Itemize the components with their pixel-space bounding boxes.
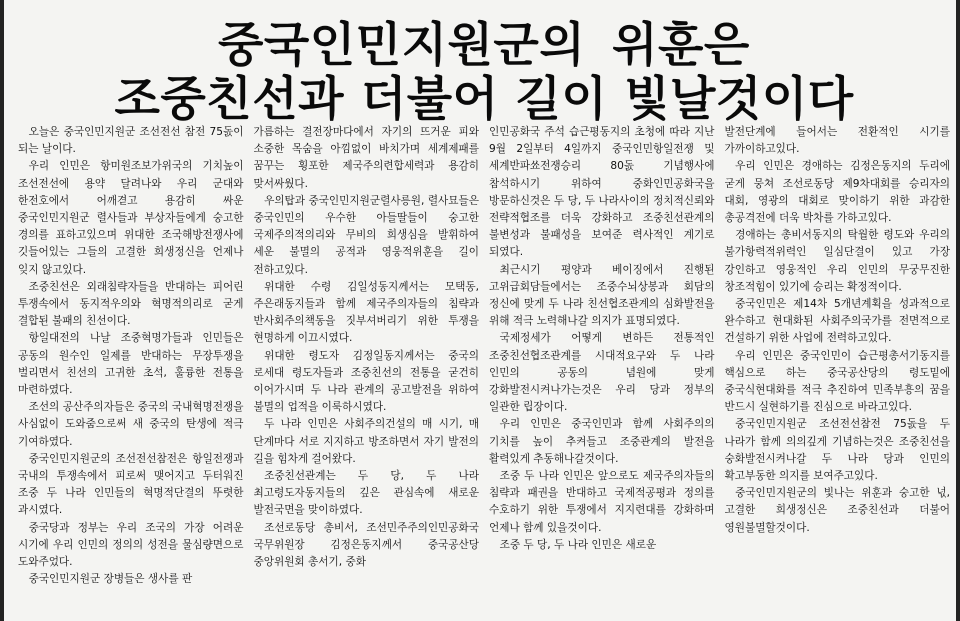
paragraph: 국제정세가 어떻게 변하든 전통적인 조중친선협조관계를 시대적요구와 두 나라 인민의 공동의 념원에 맞게 강화발전시켜나가는것은 우리 당과 정부의 일관한 립장이다. xyxy=(489,332,715,414)
paragraph: 우리 인민은 항미원조보가위국의 기치높이 조선전선에 용약 달려나와 우리 군대와 한전호에서 어깨겯고 용감히 싸운 중국인민지원군 렬사들과 부상자들에게 숭고한 경의를 표하고있으며 위대한 조국해방전쟁사에 깃들어있는 그들의 고결한 희생정신을 언제나 잊지 않고있다. xyxy=(18,160,244,276)
paragraph: 중국인민지원군 조선전선참전 75돐을 두 나라가 함께 의의깊게 기념하는것은 조중친선을 숭화발전시켜나갈 두 나라 당과 인민의 확고부동한 의지를 보여주고있다. xyxy=(724,418,950,483)
paragraph: 두 나라 인민은 사회주의건설의 매 시기, 매 단계마다 서로 지지하고 방조하면서 자기 발전의 길을 힘차게 걸어왔다. xyxy=(253,418,479,465)
headline-line-1: 중국인민지원군의 위훈은 xyxy=(218,18,750,73)
paragraph-continued: 가름하는 결전장마다에서 자기의 뜨거운 피와 소중한 목숨을 아낌없이 바치가며 세계제패를 꿈꾸는 횡포한 제국주의련합세력과 용감히 맞서싸웠다. xyxy=(253,126,479,190)
paragraph: 위대한 령도자 김정일동지께서는 중국의 로세대 령도자들과 조중친선의 전통을 굳건히 이어가시며 두 나라 관계의 공고발전을 위하여 불멸의 업적을 이룩하시였다. xyxy=(253,349,479,414)
paragraph: 오늘은 중국인민지원군 조선전선 참전 75돐이 되는 날이다. xyxy=(18,126,244,156)
paragraph: 조중 두 당, 두 나라 인민은 새로운 xyxy=(499,538,657,551)
article-column-4 xyxy=(725,124,951,616)
paragraph: 중국인민지원군의 빛나는 위훈과 숭고한 넋, 고결한 희생정신은 조중친선과 더불어 영원불멸할것이다. xyxy=(724,487,950,534)
article-column-2 xyxy=(254,124,480,616)
paragraph-continued: 인민공화국 주석 습근평동지의 초청에 따라 지난 9월 2일부터 4일까지 중국인민항일전쟁 및 세계반파쑈전쟁승리 80돐 기념행사에 참석하시기 위하여 중화인민공화국을 방문하신것은 두 당, 두 나라사이의 정치적신뢰와 전략적협조를 더욱 강화하고 조중친선관계의 불변성과 불패성을 보여준 력사적인 계기로 되였다. xyxy=(489,126,715,259)
paragraph: 중국당과 정부는 우리 조국의 가장 어려운 시기에 우리 인민의 정의의 성전을 물심량면으로 도와주었다. xyxy=(18,521,244,569)
paragraph: 조중 두 나라 인민은 앞으로도 제국주의자들의 침략과 패권을 반대하고 국제적공평과 정의를 수호하기 위한 투쟁에서 지지련대를 강화하며 언제나 함께 있을것이다. xyxy=(489,470,715,534)
paragraph: 우의탑과 중국인민지원군렬사릉원, 렬사묘들은 중국인민의 우수한 아들딸들이 숭고한 국제주의적의리와 무비의 희생심을 발휘하여 세운 불멸의 공적과 영웅적위훈을 길이 전하고있다. xyxy=(253,194,479,276)
paragraph: 최근시기 평양과 베이징에서 진행된 고위급회담들에서는 조중수뇌상봉과 회담의 정신에 맞게 두 나라 친선협조관계의 심화발전을 위해 적극 노력해나갈 의지가 표명되였다. xyxy=(489,263,715,328)
paragraph: 중국인민지원군 장병들은 생사를 판 xyxy=(28,573,193,586)
paragraph: 경애하는 총비서동지의 탁월한 령도와 우리의 불가항력적위력인 일심단결이 있고 가장 강인하고 영웅적인 우리 인민의 무궁무진한 창조적힘이 있기에 승리는 확정적이다. xyxy=(724,229,950,293)
paragraph-continued: 발전단계에 들어서는 전환적인 시기를 가까이하고있다. xyxy=(724,126,950,156)
paragraph: 우리 인민은 경애하는 김정은동지의 두리에 굳게 뭉쳐 조선로동당 제9차대회를 승리자의 대회, 영광의 대회로 맞이하기 위한 과감한 총공격전에 더욱 박차를 가하고있다. xyxy=(724,160,950,225)
paragraph: 조중친선은 외래침략자들을 반대하는 피어린 투쟁속에서 동지적우의와 혁명적의리로 굳게 결합된 불패의 친선이다. xyxy=(18,280,244,328)
paragraph: 조선의 공산주의자들은 중국의 국내혁명전쟁을 사심없이 도와줌으로써 새 중국의 탄생에 적극 기여하였다. xyxy=(18,401,244,448)
article-body xyxy=(18,124,950,616)
paragraph: 조중친선관계는 두 당, 두 나라 최고령도자동지들의 깊은 관심속에 새로운 발전국면을 맞이하였다. xyxy=(253,470,479,517)
paragraph: 조선로동당 총비서, 조선민주주의인민공화국 국무위원장 김정은동지께서 중국공산당 중앙위원회 총서기, 중화 xyxy=(253,521,479,569)
article-column-1 xyxy=(18,124,244,616)
paragraph: 우리 인민은 중국인민이 습근평총서기동지를 핵심으로 하는 중국공산당의 령도밑에 중국식현대화를 적극 추진하여 민족부흥의 꿈을 반드시 실현하기를 진심으로 바라고있다. xyxy=(724,349,950,414)
paragraph: 위대한 수령 김일성동지께서는 모택동, 주은래동지들과 함께 제국주의자들의 침략과 반사회주의책동을 짓부셔버리기 위한 투쟁을 현명하게 이끄시였다. xyxy=(253,280,479,345)
paragraph: 중국인민은 제14차 5개년계획을 성과적으로 완수하고 현대화된 사회주의국가를 전면적으로 건설하기 위한 사업에 전력하고있다. xyxy=(724,298,950,345)
paragraph: 우리 인민은 중국인민과 함께 사회주의의 기치를 높이 추켜들고 조중관계의 발전을 활력있게 추동해나갈것이다. xyxy=(489,418,715,465)
headline-line-2: 조중친선과 더불어 길이 빛날것이다 xyxy=(114,72,854,127)
paragraph: 중국인민지원군의 조선전선참전은 항일전쟁과 국내의 투쟁속에서 피로써 맺어지고 두터워진 조중 두 나라 인민들의 혁명적단결의 뚜렷한 과시였다. xyxy=(18,452,244,517)
article-column-3 xyxy=(489,124,715,616)
paragraph: 항일대전의 나날 조중혁명가들과 인민들은 공동의 원수인 일제를 반대하는 무장투쟁을 벌리면서 친선의 고귀한 초석, 훌륭한 전통을 마련하였다. xyxy=(18,332,244,397)
